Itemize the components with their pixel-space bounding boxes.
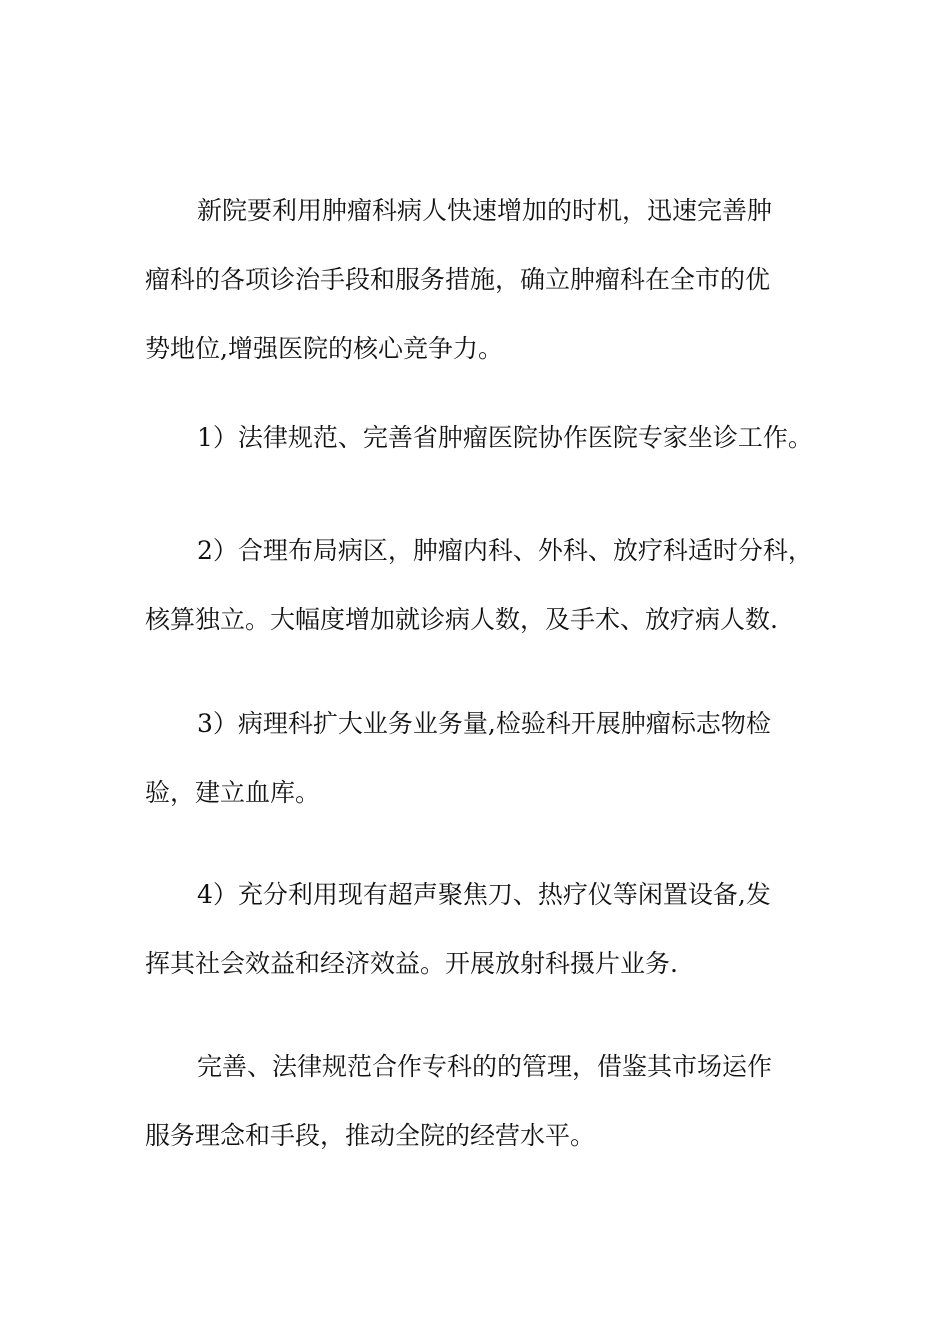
paragraph-line: 新院要利用肿瘤科病人快速增加的时机，迅速完善肿 bbox=[197, 196, 773, 225]
paragraph-line: 3）病理科扩大业务业务量,检验科开展肿瘤标志物检 bbox=[197, 709, 771, 738]
paragraph-line: 势地位,增强医院的核心竞争力。 bbox=[145, 334, 503, 363]
paragraph-line: 服务理念和手段，推动全院的经营水平。 bbox=[145, 1121, 596, 1150]
paragraph-line: 瘤科的各项诊治手段和服务措施，确立肿瘤科在全市的优 bbox=[145, 265, 771, 294]
paragraph-line: 挥其社会效益和经济效益。开展放射科摄片业务. bbox=[145, 949, 678, 978]
paragraph-closing bbox=[145, 1049, 825, 1153]
paragraph-line: 核算独立。大幅度增加就诊病人数，及手术、放疗病人数. bbox=[145, 605, 778, 634]
paragraph-item-1 bbox=[145, 420, 825, 455]
paragraph-line: 1）法律规范、完善省肿瘤医院协作医院专家坐诊工作。 bbox=[197, 423, 813, 452]
paragraph-line: 2）合理布局病区，肿瘤内科、外科、放疗科适时分科， bbox=[197, 536, 813, 565]
paragraph-line: 完善、法律规范合作专科的的管理，借鉴其市场运作 bbox=[197, 1052, 773, 1081]
paragraph-line: 验，建立血库。 bbox=[145, 778, 321, 807]
paragraph-item-2 bbox=[145, 533, 825, 637]
paragraph-line: 4）充分利用现有超声聚焦刀、热疗仪等闲置设备,发 bbox=[197, 880, 771, 909]
paragraph-item-3 bbox=[145, 706, 825, 810]
paragraph-item-4 bbox=[145, 877, 825, 981]
paragraph-intro bbox=[145, 193, 825, 366]
